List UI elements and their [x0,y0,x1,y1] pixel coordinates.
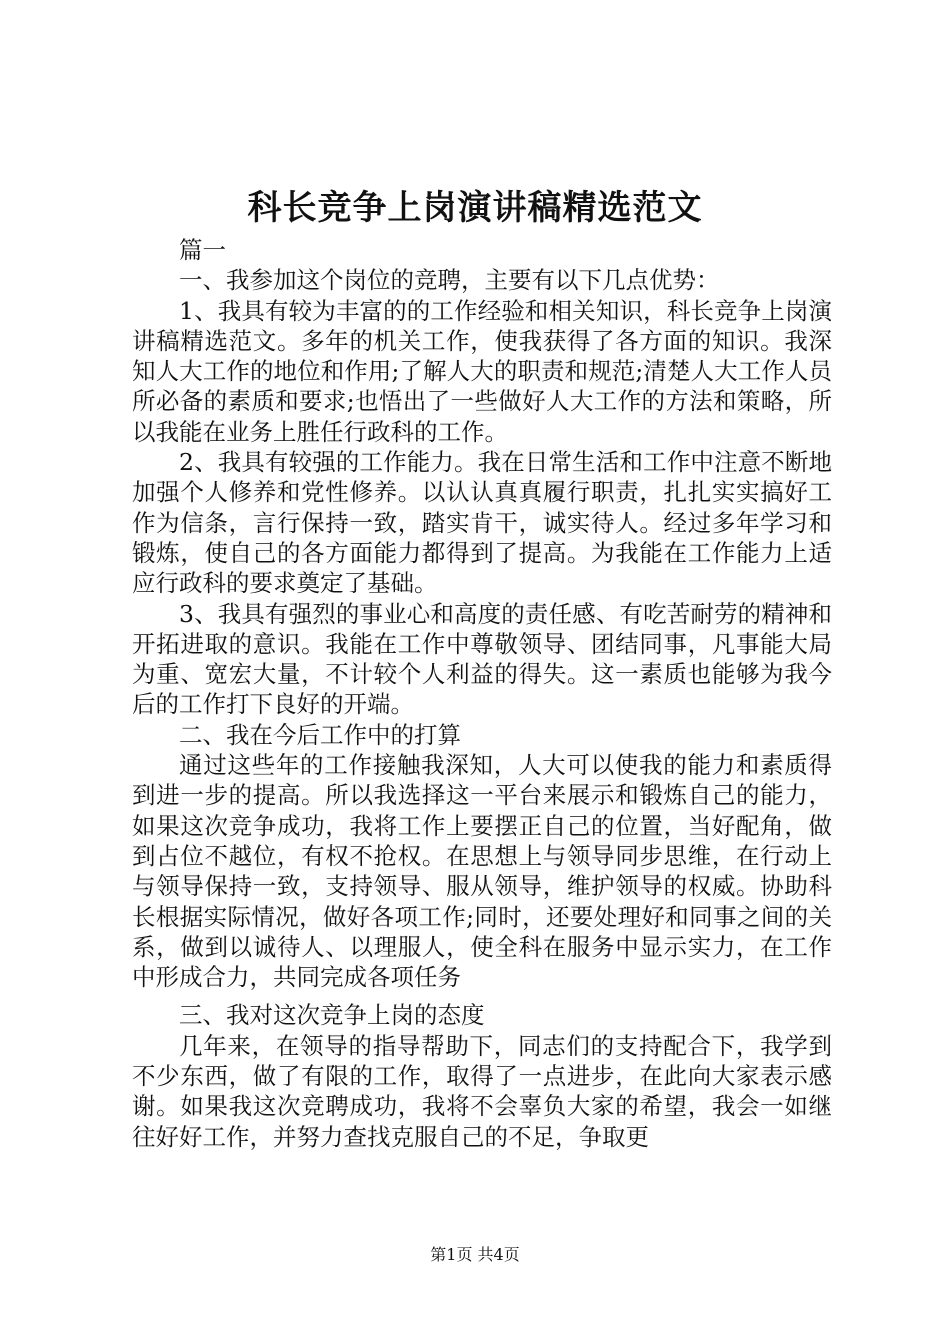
paragraph-advantage-1: 1、我具有较为丰富的的工作经验和相关知识，科长竞争上岗演讲稿精选范文。多年的机关工作，使我获得了各方面的知识。我深知人大工作的地位和作用;了解人大的职责和规范;清楚人大工作人员所必备的素质和要求;也悟出了一些做好人大工作的方法和策略，所以我能在业务上胜任行政科的工作。 [132,296,832,446]
paragraph-plans: 通过这些年的工作接触我深知，人大可以使我的能力和素质得到进一步的提高。所以我选择这一平台来展示和锻炼自己的能力，如果这次竞争成功，我将工作上要摆正自己的位置，当好配角，做到占位不越位，有权不抢权。在思想上与领导同步思维，在行动上与领导保持一致，支持领导、服从领导，维护领导的权威。协助科长根据实际情况，做好各项工作;同时，还要处理好和同事之间的关系，做到以诚待人、以理服人，使全科在服务中显示实力，在工作中形成合力，共同完成各项任务 [132,751,832,992]
document-body [132,235,832,1152]
heading-advantages: 一、我参加这个岗位的竞聘，主要有以下几点优势： [179,266,720,295]
section-label: 篇一 [179,236,226,264]
paragraph-attitude: 几年来，在领导的指导帮助下，同志们的支持配合下，我学到不少东西，做了有限的工作，取得了一点进步，在此向大家表示感谢。如果我这次竞聘成功，我将不会辜负大家的希望，我会一如继往好好工作，并努力查找克服自己的不足，争取更 [132,1031,832,1151]
heading-plans: 二、我在今后工作中的打算 [179,720,461,749]
heading-attitude: 三、我对这次竞争上岗的态度 [179,1001,485,1030]
paragraph-advantage-2: 2、我具有较强的工作能力。我在日常生活和工作中注意不断地加强个人修养和党性修养。以认认真真履行职责，扎扎实实搞好工作为信条，言行保持一致，踏实肯干，诚实待人。经过多年学习和锻炼，使自己的各方面能力都得到了提高。为我能在工作能力上适应行政科的要求奠定了基础。 [132,448,832,598]
document-title: 科长竞争上岗演讲稿精选范文 [247,188,703,228]
paragraph-advantage-3: 3、我具有强烈的事业心和高度的责任感、有吃苦耐劳的精神和开拓进取的意识。我能在工作中尊敬领导、团结同事，凡事能大局为重、宽宏大量，不计较个人利益的得失。这一素质也能够为我今后的工作打下良好的开端。 [132,599,832,719]
page-footer: 第1页 共4页 [430,1245,520,1264]
